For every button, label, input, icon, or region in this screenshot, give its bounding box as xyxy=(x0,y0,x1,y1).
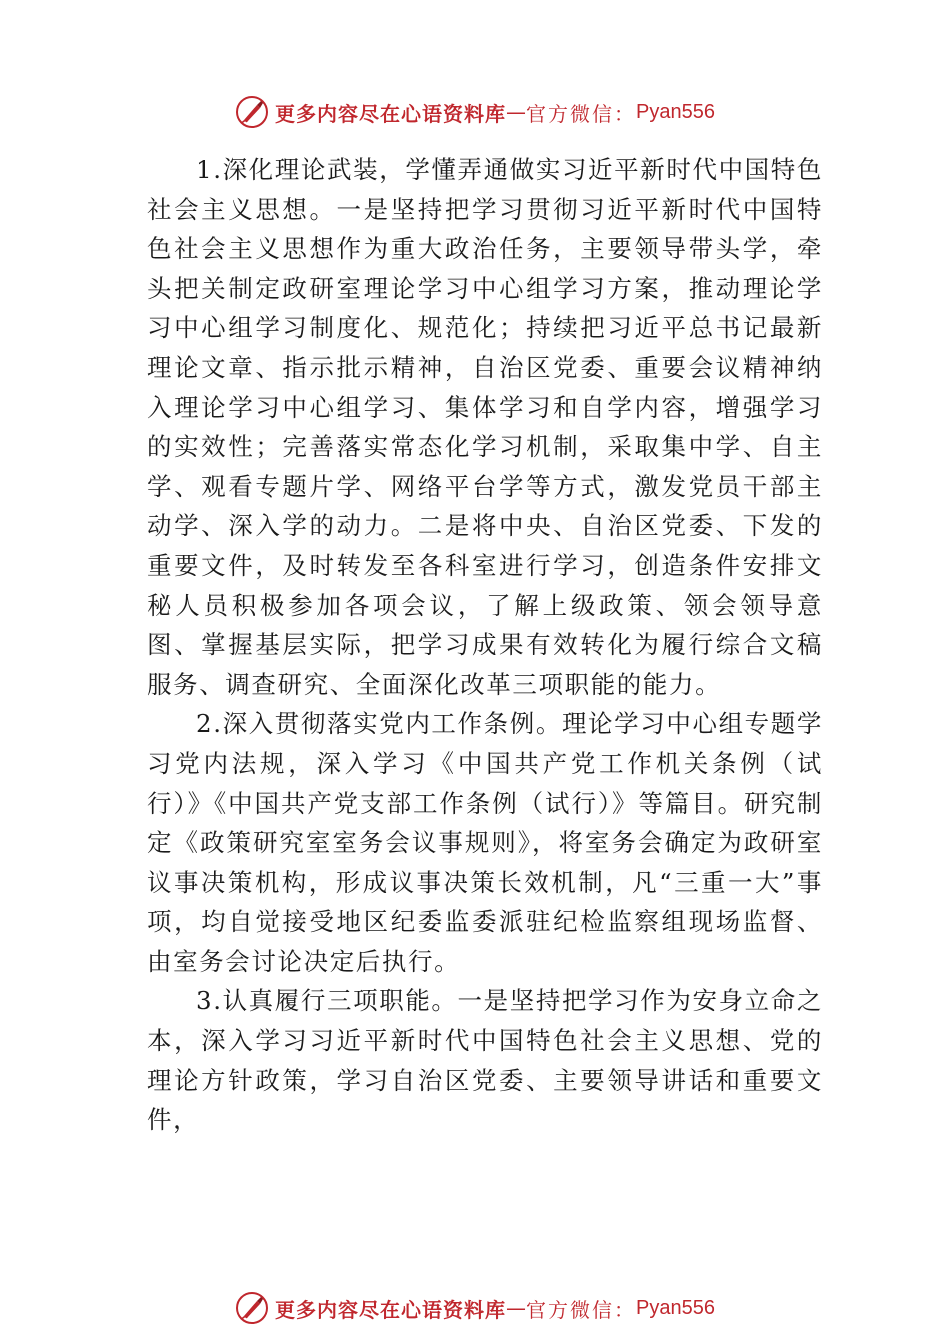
header-brand: 更多内容尽在心语资料库 xyxy=(275,101,507,126)
paragraph-3: 3.认真履行三项职能。一是坚持把学习作为安身立命之本，深入学习习近平新时代中国特色社会主义思想、党的理论方针政策，学习自治区党委、主要领导讲话和重要文件， xyxy=(147,986,823,1135)
pen-logo-icon xyxy=(235,1291,269,1325)
footer-wechat-id: Pyan556 xyxy=(636,1296,715,1319)
header-dash: — xyxy=(506,100,527,124)
header-wechat-id: Pyan556 xyxy=(636,100,715,123)
paragraph-2: 2.深入贯彻落实党内工作条例。理论学习中心组专题学习党内法规，深入学习《中国共产党工作机关条例（试行）》《中国共产党支部工作条例（试行）》等篇目。研究制定《政策研究室室务会议事规则》，将室务会确定为政研室议事决策机构，形成议事决策长效机制，凡“三重一大”事项，均自觉接受地区纪委监委派驻纪检监察组现场监督、由室务会讨论决定后执行。 xyxy=(147,709,823,976)
header-banner xyxy=(0,92,950,132)
footer-banner xyxy=(0,1288,950,1328)
paragraph-1: 1.深化理论武装，学懂弄通做实习近平新时代中国特色社会主义思想。一是坚持把学习贯彻习近平新时代中国特色社会主义思想作为重大政治任务，主要领导带头学，牵头把关制定政研室理论学习中心组学习方案，推动理论学习中心组学习制度化、规范化；持续把习近平总书记最新理论文章、指示批示精神，自治区党委、重要会议精神纳入理论学习中心组学习、集体学习和自学内容，增强学习的实效性；完善落实常态化学习机制，采取集中学、自主学、观看专题片学、网络平台学等方式，激发党员干部主动学、深入学的动力。二是将中央、自治区党委、下发的重要文件，及时转发至各科室进行学习，创造条件安排文秘人员积极参加各项会议，了解上级政策、领会领导意图、掌握基层实际，把学习成果有效转化为履行综合文稿服务、调查研究、全面深化改革三项职能的能力。 xyxy=(147,155,823,699)
document-body xyxy=(147,150,823,1140)
footer-dash: — xyxy=(506,1296,527,1320)
pen-logo-icon xyxy=(235,95,269,129)
header-wechat-label: 官方微信： xyxy=(526,101,637,126)
footer-wechat-label: 官方微信： xyxy=(526,1297,637,1322)
footer-brand: 更多内容尽在心语资料库 xyxy=(275,1297,507,1322)
